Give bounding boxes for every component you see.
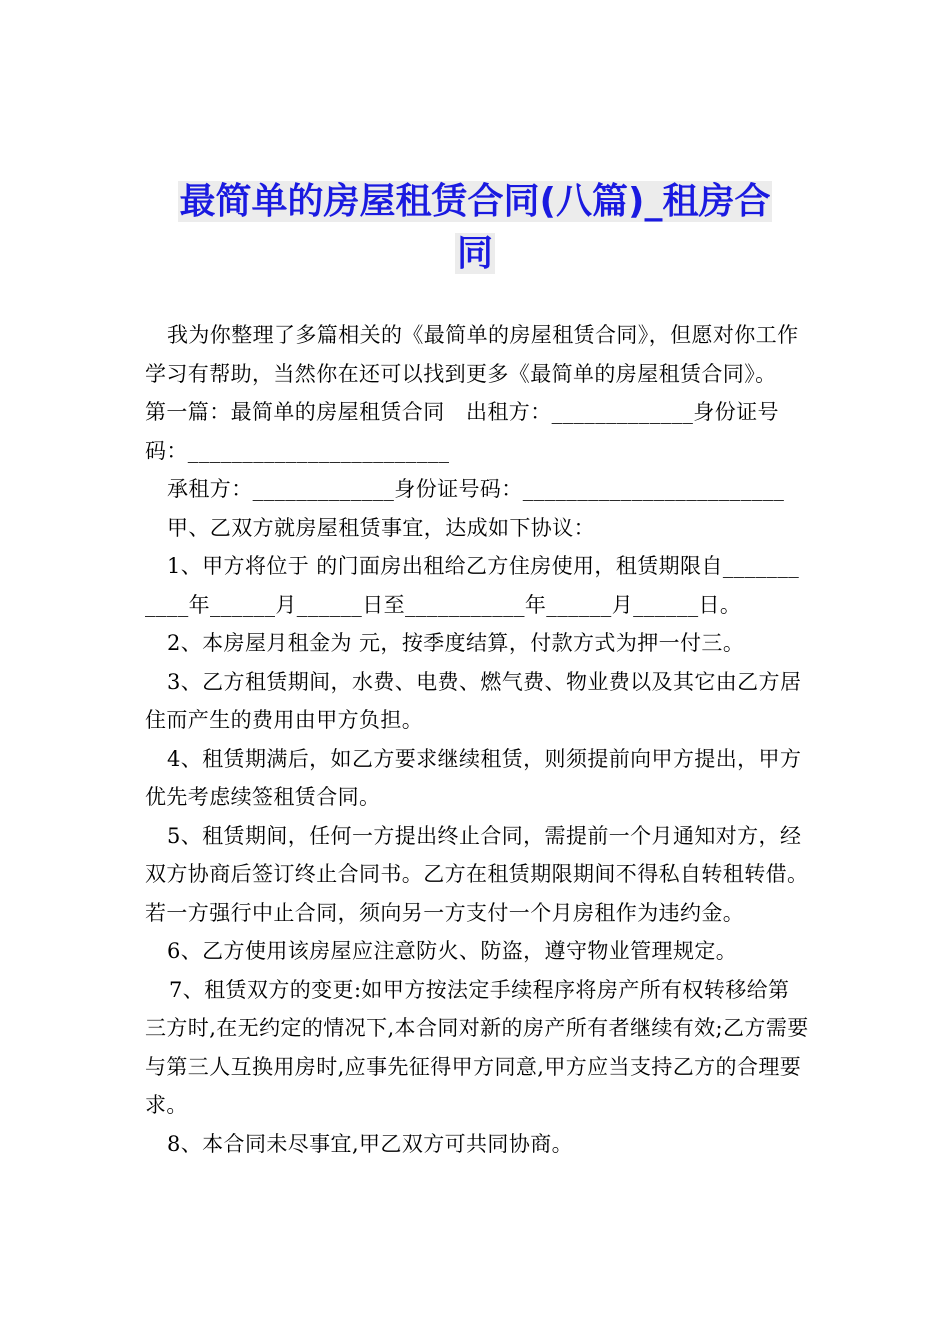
agreement-intro-paragraph: 甲、乙双方就房屋租赁事宜，达成如下协议：: [167, 515, 595, 540]
lessee-paragraph: 承租方：_____________身份证号码：________________________: [167, 477, 785, 501]
clause-8: 8、本合同未尽事宜,甲乙双方可共同协商。: [167, 1131, 574, 1156]
clause-5: 5、租赁期间，任何一方提出终止合同，需提前一个月通知对方，经双方协商后签订终止合同书。乙方在租赁期限期间不得私自转租转借。若一方强行中止合同，须向另一方支付一个月房租作为违约金。: [145, 823, 809, 925]
title-line-1: 最简单的房屋租赁合同(八篇)_租房合: [179, 181, 771, 222]
document-body: [145, 316, 810, 1163]
title-line-2: 同: [456, 233, 493, 274]
intro-paragraph: 我为你整理了多篇相关的《最简单的房屋租赁合同》，但愿对你工作学习有帮助，当然你在还可以找到更多《最简单的房屋租赁合同》。: [145, 323, 799, 386]
clause-2: 2、本房屋月租金为 元，按季度结算，付款方式为押一付三。: [167, 631, 745, 655]
clause-1: 1、甲方将位于 的门面房出租给乙方住房使用，租赁期限自___________年______月______日至___________年______月______日。: [145, 554, 800, 617]
clause-3: 3、乙方租赁期间，水费、电费、燃气费、物业费以及其它由乙方居住而产生的费用由甲方负担。: [145, 669, 802, 732]
clause-4: 4、租赁期满后，如乙方要求继续租赁，则须提前向甲方提出，甲方优先考虑续签租赁合同。: [145, 746, 802, 809]
document-title: [150, 176, 800, 280]
contract-header-paragraph: 第一篇：最简单的房屋租赁合同 出租方：_____________身份证号码：________________________: [145, 400, 779, 463]
clause-7: 7、租赁双方的变更:如甲方按法定手续程序将房产所有权转移给第三方时,在无约定的情况下,本合同对新的房产所有者继续有效;乙方需要与第三人互换用房时,应事先征得甲方同意,甲方应当支持乙方的合理要求。: [145, 977, 809, 1117]
clause-6: 6、乙方使用该房屋应注意防火、防盗，遵守物业管理规定。: [167, 939, 738, 963]
